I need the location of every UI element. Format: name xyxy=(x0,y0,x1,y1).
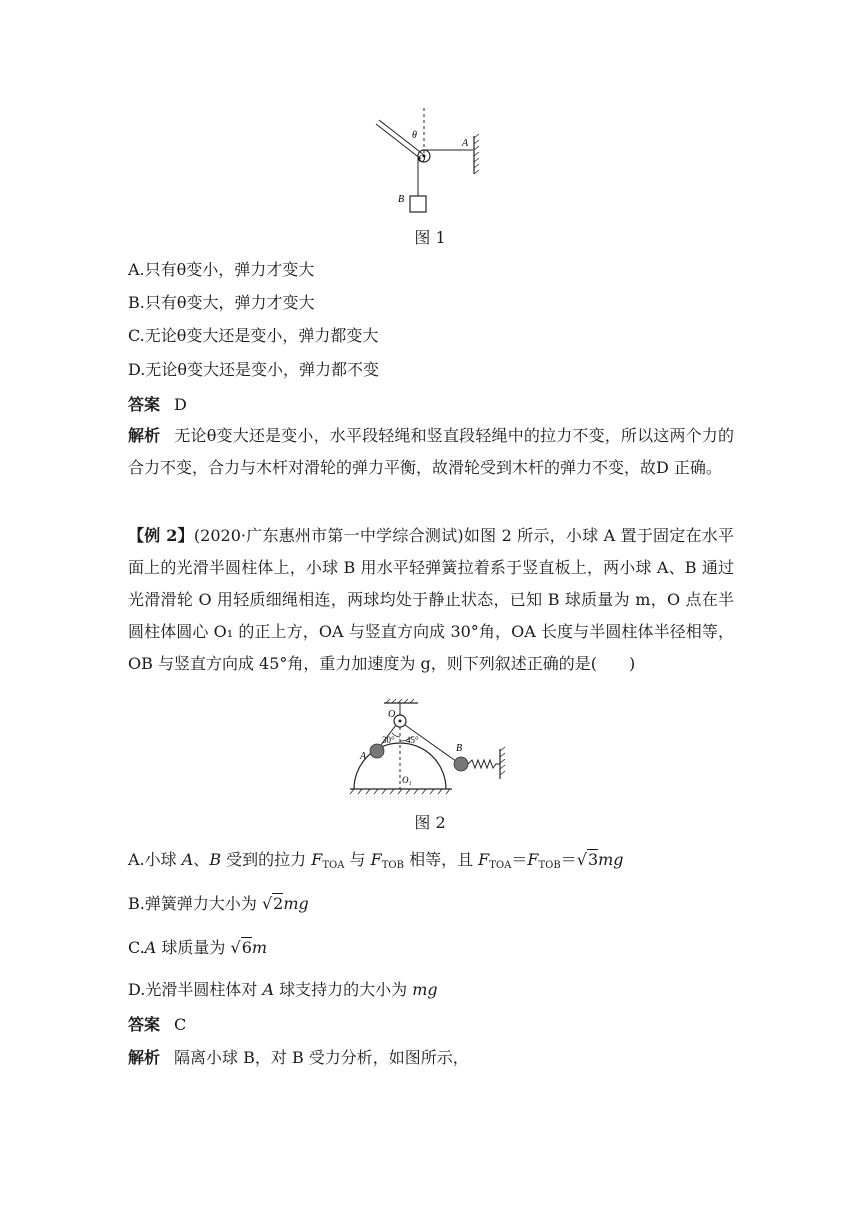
analysis-label: 解析 xyxy=(128,426,161,445)
example-2-tag: 【例 2】 xyxy=(128,526,194,545)
q1-analysis xyxy=(128,420,734,484)
pulley-o-label: O xyxy=(388,709,396,720)
q2-option-d: D.光滑半圆柱体对 A 球支持力的大小为 mg xyxy=(128,980,438,999)
point-o-label: O xyxy=(418,154,426,165)
figure-1-caption: 图 1 xyxy=(414,228,446,247)
example-2-text xyxy=(128,520,734,680)
ball-b-label: B xyxy=(456,743,463,754)
figure-2-caption: 图 2 xyxy=(414,813,446,832)
block-b-label: B xyxy=(398,194,405,205)
q1-option-b: B.只有θ变大，弹力才变大 xyxy=(128,293,315,312)
ball-a-label: A xyxy=(360,751,367,762)
center-o1-label: O₁ xyxy=(402,775,412,785)
sqrt-2: 2 xyxy=(273,894,284,913)
angle-45-label: 45° xyxy=(406,735,419,745)
q2-option-c: C.A 球质量为 √6m xyxy=(128,938,268,957)
answer-value: C xyxy=(174,1015,187,1034)
example-2-body: (2020·广东惠州市第一中学综合测试)如图 2 所示，小球 A 置于固定在水平面上的光滑半圆柱体上，小球 B 用水平轻弹簧拉着系于竖直板上，两小球 A、B 通过光滑滑轮 O 用轻质细绳相连，两球均处于静止状态，已知 B 球质量为 m，O 点在半圆柱体圆心 O₁ 的正上方，OA 与竖直方向成 30°角，OA 长度与半圆柱体半径相等，OB 与竖直方向成 45°角，重力加速度为 g，则下列叙述正确的是( ) xyxy=(128,526,734,673)
q1-option-a: A.只有θ变小，弹力才变大 xyxy=(128,260,315,279)
q2-analysis xyxy=(128,1046,469,1070)
q2-option-b: B.弹簧弹力大小为 √2mg xyxy=(128,894,309,913)
analysis-text: 隔离小球 B，对 B 受力分析，如图所示， xyxy=(174,1048,469,1067)
analysis-text: 无论θ变大还是变小，水平段轻绳和竖直段轻绳中的拉力不变，所以这两个力的合力不变，合力与木杆对滑轮的弹力平衡，故滑轮受到木杆的弹力不变，故D 正确。 xyxy=(128,426,734,477)
theta-label: θ xyxy=(412,130,417,141)
angle-30-label: 30° xyxy=(382,735,395,745)
q2-option-a: A.小球 A、B 受到的拉力 $F_{TOA}$ 与 $F_{TOB}$ 相等，且 $F_{TOA}=F_{TOB}=√3mg$ xyxy=(128,850,624,871)
answer-label: 答案 xyxy=(128,1015,161,1034)
q1-option-d: D.无论θ变大还是变小，弹力都不变 xyxy=(128,360,379,379)
sqrt-6: 6 xyxy=(241,938,252,957)
q1-answer xyxy=(128,393,187,417)
answer-label: 答案 xyxy=(128,395,161,414)
answer-value: D xyxy=(174,395,187,414)
point-a-label: A xyxy=(462,138,469,149)
figure-2-diagram xyxy=(348,697,518,797)
analysis-label: 解析 xyxy=(128,1048,161,1067)
figure-1-diagram xyxy=(370,104,490,219)
q2-answer xyxy=(128,1013,186,1037)
sqrt-3: 3 xyxy=(587,850,599,869)
q1-option-c: C.无论θ变大还是变小，弹力都变大 xyxy=(128,326,379,345)
